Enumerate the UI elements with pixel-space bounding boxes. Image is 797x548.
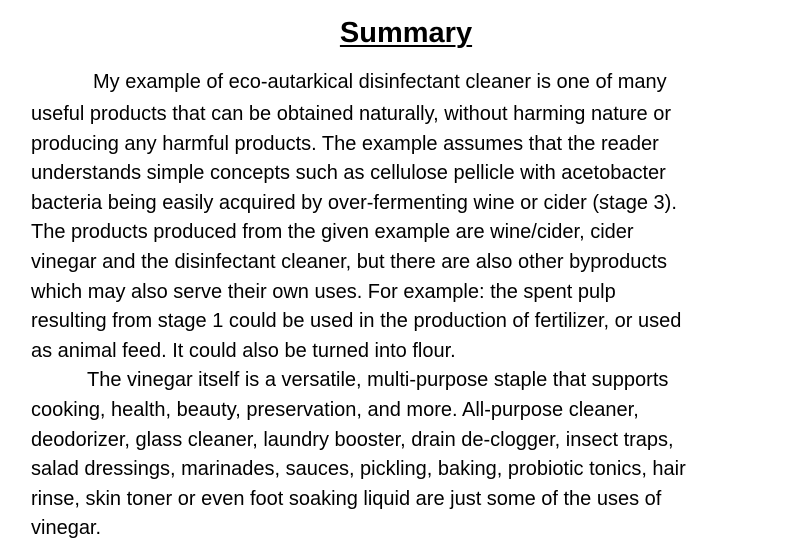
- text-line: as animal feed. It could also be turned into flour.: [31, 339, 456, 362]
- text-line: cooking, health, beauty, preservation, and more. All-purpose cleaner,: [31, 398, 639, 421]
- body-text: [31, 67, 771, 544]
- paragraph-2: [31, 366, 771, 544]
- text-line: The vinegar itself is a versatile, multi-purpose staple that supports: [87, 369, 669, 392]
- text-line: My example of eco-autarkical disinfectant cleaner is one of many: [93, 71, 667, 93]
- page-title: Summary: [339, 17, 473, 49]
- text-line: deodorizer, glass cleaner, laundry booster, drain de-clogger, insect traps,: [31, 428, 674, 451]
- text-line: vinegar and the disinfectant cleaner, but there are also other byproducts: [31, 250, 667, 273]
- text-line: vinegar.: [31, 517, 102, 540]
- text-line: which may also serve their own uses. For example: the spent pulp: [31, 280, 616, 303]
- text-line: rinse, skin toner or even foot soaking liquid are just some of the uses of: [31, 487, 662, 510]
- text-line: understands simple concepts such as cellulose pellicle with acetobacter: [31, 162, 666, 185]
- text-line: bacteria being easily acquired by over-fermenting wine or cider (stage 3).: [31, 191, 677, 214]
- text-line: producing any harmful products. The example assumes that the reader: [31, 132, 659, 155]
- text-line: The products produced from the given example are wine/cider, cider: [31, 221, 634, 244]
- paragraph-1: [31, 67, 771, 366]
- text-line: useful products that can be obtained naturally, without harming nature or: [31, 103, 672, 125]
- text-line: salad dressings, marinades, sauces, pickling, baking, probiotic tonics, hair: [31, 458, 686, 481]
- text-line: resulting from stage 1 could be used in the production of fertilizer, or used: [31, 310, 682, 333]
